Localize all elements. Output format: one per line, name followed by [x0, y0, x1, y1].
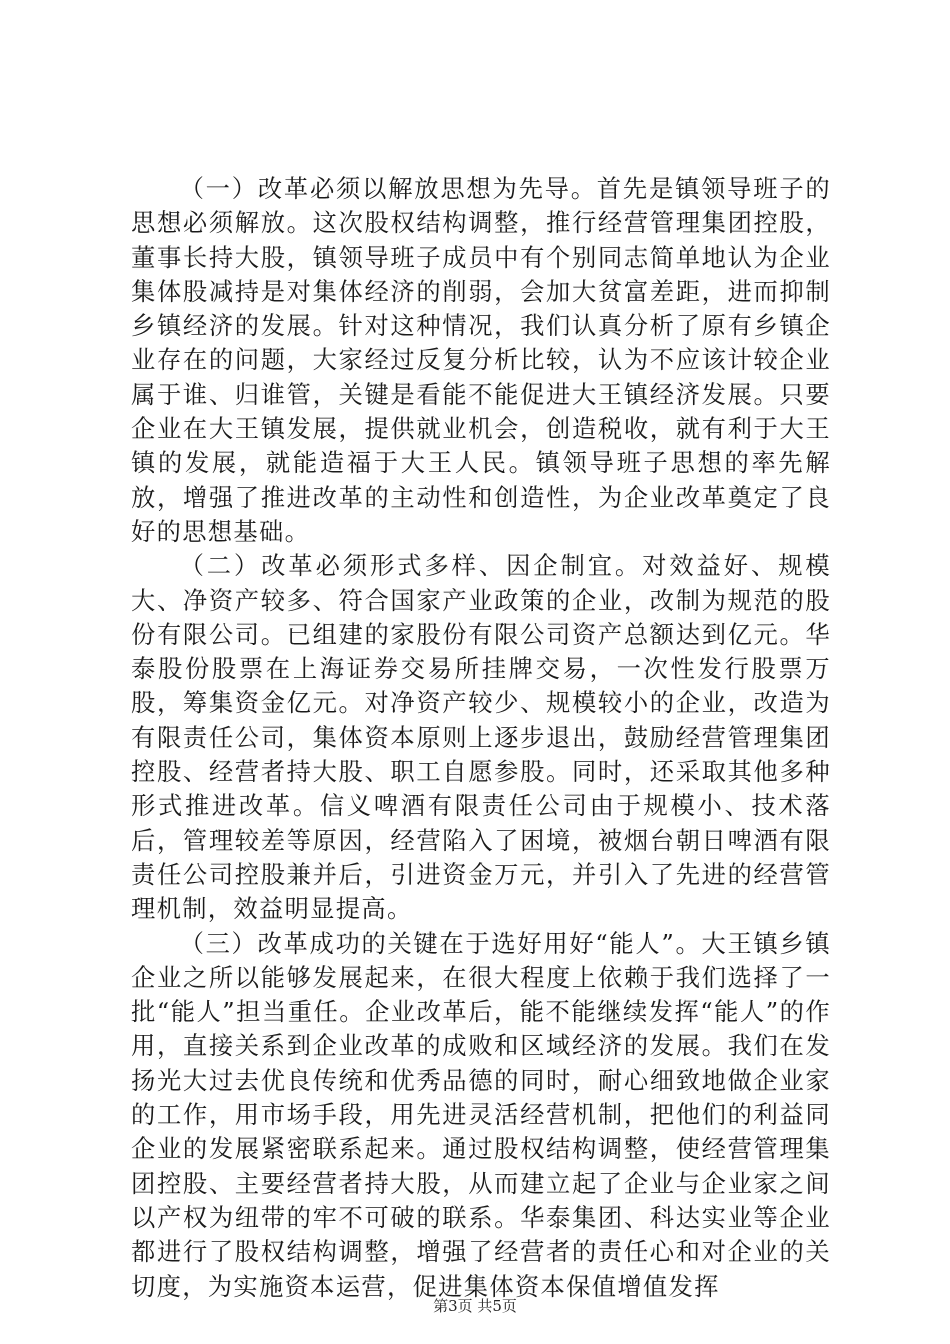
paragraph-1: （一）改革必须以解放思想为先导。首先是镇领导班子的思想必须解放。这次股权结构调整，推行经营管理集团控股，董事长持大股，镇领导班子成员中有个别同志简单地认为企业集体股减持是对集体经济的削弱，会加大贫富差距，进而抑制乡镇经济的发展。针对这种情况，我们认真分析了原有乡镇企业存在的问题，大家经过反复分析比较，认为不应该计较企业属于谁、归谁管，关键是看能不能促进大王镇经济发展。只要企业在大王镇发展，提供就业机会，创造税收，就有利于大王镇的发展，就能造福于大王人民。镇领导班子思想的率先解放，增强了推进改革的主动性和创造性，为企业改革奠定了良好的思想基础。 — [131, 174, 831, 546]
paragraph-3: （三）改革成功的关键在于选好用好“能人”。大王镇乡镇企业之所以能够发展起来，在很大程度上依赖于我们选择了一批“能人”担当重任。企业改革后，能不能继续发挥“能人”的作用，直接关系到企业改革的成败和区域经济的发展。我们在发扬光大过去优良传统和优秀品德的同时，耐心细致地做企业家的工作，用市场手段，用先进灵活经营机制，把他们的利益同企业的发展紧密联系起来。通过股权结构调整，使经营管理集团控股、主要经营者持大股，从而建立起了企业与企业家之间以产权为纽带的牢不可破的联系。华泰集团、科达实业等企业都进行了股权结构调整，增强了经营者的责任心和对企业的关切度，为实施资本运营，促进集体资本保值增值发挥 — [131, 928, 831, 1301]
document-body — [131, 172, 831, 1304]
paragraph-2: （二）改革必须形式多样、因企制宜。对效益好、规模大、净资产较多、符合国家产业政策的企业，改制为规范的股份有限公司。已组建的家股份有限公司资产总额达到亿元。华泰股份股票在上海证券交易所挂牌交易，一次性发行股票万股，筹集资金亿元。对净资产较少、规模较小的企业，改造为有限责任公司，集体资本原则上逐步退出，鼓励经营管理集团控股、经营者持大股、职工自愿参股。同时，还采取其他多种形式推进改革。信义啤酒有限责任公司由于规模小、技术落后，管理较差等原因，经营陷入了困境，被烟台朝日啤酒有限责任公司控股兼并后，引进资金万元，并引入了先进的经营管理机制，效益明显提高。 — [131, 551, 831, 924]
page-number-footer: 第3页 共5页 — [433, 1297, 517, 1315]
